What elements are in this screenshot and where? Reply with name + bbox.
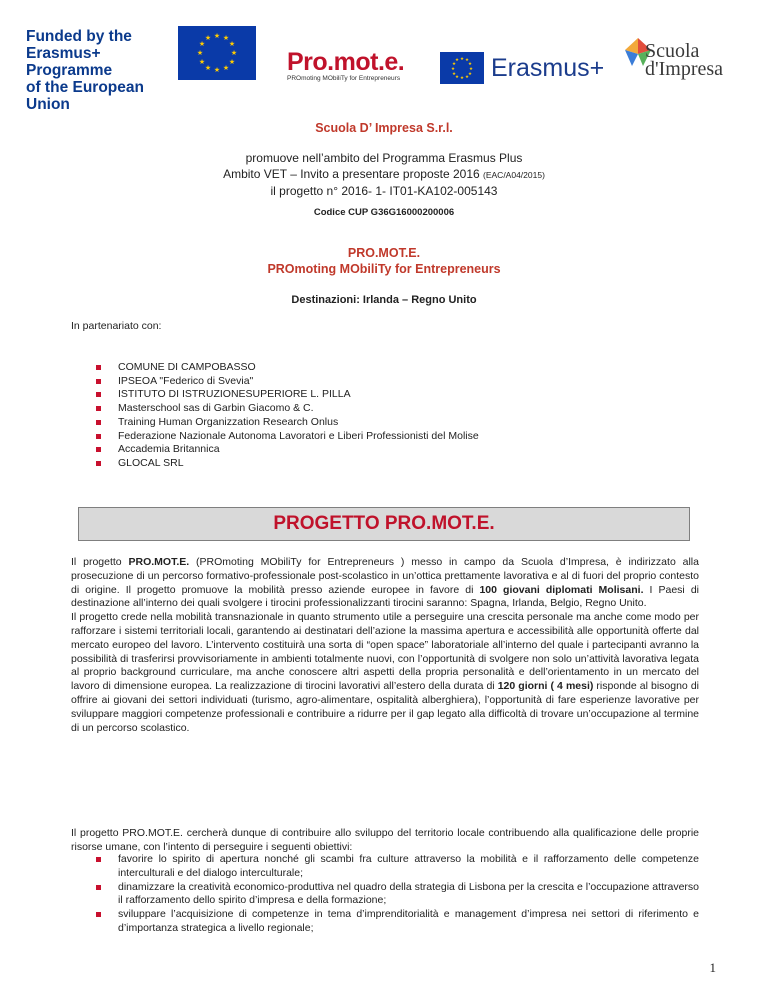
svg-text:★: ★ xyxy=(228,40,236,48)
text-run: Il progetto xyxy=(71,556,129,568)
svg-text:★: ★ xyxy=(204,64,212,72)
svg-text:★: ★ xyxy=(454,75,460,80)
objectives-list xyxy=(96,853,699,936)
svg-text:★: ★ xyxy=(467,62,473,67)
project-title-block xyxy=(0,245,768,277)
svg-text:★: ★ xyxy=(454,58,460,63)
eu-flag-icon xyxy=(178,26,256,80)
list-item: dinamizzare la creatività economico-produttiva nel quadro della strategia di Lisbona per la crescita e l’occupazione attraverso il rafforzamento dello spirito d’impresa e della formazione; xyxy=(96,881,699,909)
svg-text:★: ★ xyxy=(204,34,212,42)
scuola-logo-line-1: Scuola xyxy=(645,40,700,62)
svg-text:★: ★ xyxy=(464,75,470,80)
svg-text:★: ★ xyxy=(228,58,236,66)
svg-text:★: ★ xyxy=(213,66,221,74)
svg-text:★: ★ xyxy=(467,72,473,77)
list-item: IPSEOA "Federico di Svevia" xyxy=(96,375,479,389)
scuola-logo-line-2: d'Impresa xyxy=(645,58,724,80)
erasmus-funding-text xyxy=(26,28,144,113)
svg-text:★: ★ xyxy=(451,62,457,67)
program-line-2 xyxy=(0,166,768,183)
svg-text:★: ★ xyxy=(459,57,465,62)
list-item: GLOCAL SRL xyxy=(96,457,479,471)
text-run: (PROmoting MObiliTy for Entrepreneurs ) messo in campo da Scuola d’Impresa, è indirizzato alla prosecuzione di un percorso formativo-professionale post-scolastico in un’ottica prettamente lavorativa e al di fuori del proprio contesto di origine. Il progetto promuove la mobilità presso aziende europee in favore di xyxy=(71,556,699,596)
funded-line-2: Erasmus+ Programme xyxy=(26,45,113,79)
svg-text:★: ★ xyxy=(198,58,206,66)
list-item: Training Human Organizzation Research Onlus xyxy=(96,416,479,430)
svg-text:★: ★ xyxy=(450,67,456,72)
list-item: COMUNE DI CAMPOBASSO xyxy=(96,361,479,375)
text-run: Il progetto crede nella mobilità transnazionale in quanto strumento utile a perseguire una crescita personale ma anche come modo per rafforzare i sistemi territoriali locali, garantendo ai destinatari dell’azione la massima apertura e accessibilità alle opportunità offerte dal mercato europeo del lavoro. L’intervento costituirà una sorta di “open space” laboratoriale all’interno del quale i partecipanti avranno la possibilità di trasferirsi provvisoriamente in ambienti totalmente nuovi, con l’opportunità di svolgere non solo un’attività lavorativa legata al proprio background curriculare, ma anche conoscere altri aspetti della propria personalità e dell’orientamento in un mercato del lavoro di dimensione europea. La realizzazione di tirocini lavorativi all’estero della durata di xyxy=(71,611,699,693)
section-banner xyxy=(78,507,690,541)
scuola-impresa-logo xyxy=(623,36,743,96)
section-banner-title: PROGETTO PRO.MOT.E. xyxy=(273,513,495,534)
list-item: favorire lo spirito di apertura nonché gli scambi fra culture attraverso la mobilità e il rafforzamento delle competenze interculturali e del dialogo interculturale; xyxy=(96,853,699,881)
call-text: Ambito VET – Invito a presentare proposte 2016 xyxy=(223,167,480,181)
organization-name: Scuola D’ Impresa S.r.l. xyxy=(315,121,453,135)
objectives-intro: Il progetto PRO.MOT.E. cercherà dunque di contribuire allo sviluppo del territorio locale contribuendo alla qualificazione delle proprie risorse umane, con l’intento di perseguire i seguenti obiettivi: xyxy=(71,827,699,853)
program-info xyxy=(0,150,768,199)
svg-text:★: ★ xyxy=(451,72,457,77)
project-number: il progetto n° 2016- 1- IT01-KA102-005143 xyxy=(270,184,498,198)
svg-text:★: ★ xyxy=(230,49,238,57)
svg-text:★: ★ xyxy=(468,67,474,72)
promote-logo xyxy=(287,48,405,82)
partners-list xyxy=(96,361,479,471)
svg-text:★: ★ xyxy=(213,32,221,40)
destinations: Destinazioni: Irlanda – Regno Unito xyxy=(291,294,477,306)
project-subtitle: PROmoting MObiliTy for Entrepreneurs xyxy=(267,262,501,276)
page-number: 1 xyxy=(709,960,716,975)
list-item: Accademia Britannica xyxy=(96,443,479,457)
erasmus-plus-logo: Erasmus+ xyxy=(491,54,605,82)
text-run-bold: 100 giovani diplomati Molisani. xyxy=(479,583,644,596)
list-item: Federazione Nazionale Autonoma Lavoratori e Liberi Professionisti del Molise xyxy=(96,430,479,444)
svg-text:★: ★ xyxy=(222,34,230,42)
list-item: Masterschool sas di Garbin Giacomo & C. xyxy=(96,402,479,416)
svg-text:★: ★ xyxy=(196,49,204,57)
svg-text:★: ★ xyxy=(222,64,230,72)
promote-logo-word: Pro.mot.e. xyxy=(287,48,405,76)
svg-text:★: ★ xyxy=(464,58,470,63)
eu-flag-small-icon xyxy=(440,52,484,84)
cup-code: Codice CUP G36G16000200006 xyxy=(313,207,455,218)
project-title: PRO.MOT.E. xyxy=(347,246,421,260)
funded-line-3: of the European Union xyxy=(26,79,144,113)
svg-text:★: ★ xyxy=(459,76,465,81)
logo-row xyxy=(0,22,768,113)
list-item: sviluppare l’acquisizione di competenze in tema d’imprenditorialità e management d’impresa nei settori di riferimento e d’importanza strategica a livello regionale; xyxy=(96,908,699,936)
text-run: risponde al bisogno di offrire ai giovani dei settori individuati (turismo, agro-alimentare, ospitalità alberghiera), l’opportunità di fare esperienze lavorative per sviluppare maggiori competenze professionali e contribuire a ridurre per il gap legato alla difficoltà di trovare un’occupazione al termine di un percorso scolastico. xyxy=(71,680,699,734)
funded-line-1: Funded by the xyxy=(26,28,132,45)
partners-label: In partenariato con: xyxy=(71,320,162,332)
list-item: ISTITUTO DI ISTRUZIONESUPERIORE L. PILLA xyxy=(96,388,479,402)
promote-logo-sub: PROmoting MObiliTy for Entrepreneurs xyxy=(287,75,401,82)
text-run-bold: 120 giorni ( 4 mesi) xyxy=(497,680,594,693)
program-line-1: promuove nell’ambito del Programma Erasmus Plus xyxy=(245,151,523,165)
call-code: (EAC/A04/2015) xyxy=(483,170,545,180)
intro-paragraph xyxy=(71,556,699,735)
text-run: I Paesi di destinazione all’interno dei quali svolgere i tirocini professionalizzanti tirocini saranno: Spagna, Irlanda, Belgio, Regno Unito. xyxy=(71,583,699,610)
text-run-bold: PRO.MOT.E. xyxy=(128,556,190,568)
svg-text:★: ★ xyxy=(198,40,206,48)
